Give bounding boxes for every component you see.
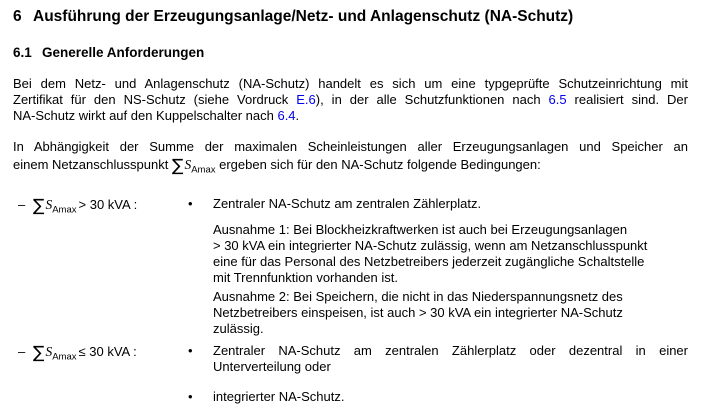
list-item bbox=[185, 196, 688, 212]
exception-note-1 bbox=[213, 222, 683, 286]
note-line: zulässig. bbox=[213, 320, 264, 336]
bullet-item-text bbox=[213, 343, 688, 375]
note-line: Ausnahme 2: Bei Speichern, die nicht in das Niederspannungsnetz des bbox=[213, 288, 623, 304]
bullet-text-line: Unterverteilung oder bbox=[213, 358, 331, 374]
condition-label bbox=[13, 343, 185, 367]
subsection-title: Generelle Anforderungen bbox=[42, 45, 205, 60]
note-line: Ausnahme 1: Bei Blockheizkraftwerken ist auch bei Erzeugungsanlagen bbox=[213, 221, 628, 237]
section-title: Ausführung der Erzeugungsanlage/Netz- und Anlagenschutz (NA-Schutz) bbox=[33, 8, 574, 25]
condition-relation: ≤ 30 kVA : bbox=[78, 343, 137, 359]
intro-line-1: Bei dem Netz- und Anlagenschutz (NA-Schutz) handelt es sich um eine typgeprüfte Schutzeinrichtung mit bbox=[13, 76, 688, 91]
bullet-marker: • bbox=[188, 195, 193, 211]
ref-link-e6[interactable]: E.6 bbox=[296, 92, 316, 107]
sum-formula bbox=[33, 343, 77, 367]
intro-text: ), in der alle Schutzfunktionen nach bbox=[315, 92, 549, 107]
formula-subscript: Amax bbox=[52, 204, 77, 216]
dependency-line-2 bbox=[13, 155, 688, 181]
sum-symbol: ∑ bbox=[33, 195, 45, 216]
condition-content bbox=[185, 196, 688, 337]
subsection-heading bbox=[13, 45, 688, 61]
intro-text: Zertifikat für den NS-Schutz (siehe Vordruck bbox=[13, 92, 297, 107]
dependency-line-1: In Abhängigkeit der Summe der maximalen Scheinleistungen aller Erzeugungsanlagen und Speicher an bbox=[13, 139, 688, 154]
sum-formula bbox=[171, 156, 216, 176]
dependency-text: einem Netzanschlusspunkt bbox=[13, 157, 172, 172]
note-line: Netzbetreibers einspeisen, ist auch > 30 kVA ein integrierter NA-Schutz bbox=[213, 304, 623, 320]
formula-subscript: Amax bbox=[191, 164, 216, 176]
bullet-item-text: integrierter NA-Schutz. bbox=[213, 388, 345, 404]
note-line: mit Trennfunktion vorhanden ist. bbox=[213, 269, 398, 285]
formula-variable: S bbox=[45, 343, 53, 359]
sum-formula bbox=[33, 196, 77, 220]
section-number: 6 bbox=[13, 8, 22, 25]
note-line: > 30 kVA ein integrierter NA-Schutz zulässig, wenn am Netzanschlusspunkt bbox=[213, 237, 648, 253]
paragraph-intro bbox=[13, 76, 688, 124]
bullet-marker: • bbox=[188, 342, 193, 358]
intro-text: . bbox=[295, 108, 300, 123]
exception-note-2 bbox=[213, 289, 683, 337]
formula-variable: S bbox=[184, 157, 192, 172]
ref-link-6-5[interactable]: 6.5 bbox=[548, 92, 567, 107]
subsection-number: 6.1 bbox=[13, 45, 32, 60]
intro-text: NA-Schutz wirkt auf den Kuppelschalter nach bbox=[13, 108, 278, 123]
intro-text: realisiert sind. Der bbox=[566, 92, 688, 107]
list-item bbox=[185, 389, 688, 405]
note-line: eine für das Personal des Netzbetreibers jederzeit zugängliche Schaltstelle bbox=[213, 253, 645, 269]
condition-row-le30 bbox=[13, 343, 688, 405]
sum-symbol: ∑ bbox=[171, 156, 184, 176]
condition-content bbox=[185, 343, 688, 405]
intro-line-2 bbox=[13, 92, 688, 108]
ref-link-6-4[interactable]: 6.4 bbox=[277, 108, 296, 123]
paragraph-dependency bbox=[13, 139, 688, 181]
condition-label bbox=[13, 196, 185, 220]
dependency-text: ergeben sich für den NA-Schutz folgende Bedingungen: bbox=[215, 157, 541, 172]
sum-symbol: ∑ bbox=[33, 342, 45, 363]
dash-marker: – bbox=[18, 343, 26, 359]
list-item bbox=[185, 343, 688, 375]
section-heading bbox=[13, 8, 688, 26]
condition-row-gt30 bbox=[13, 196, 688, 337]
bullet-text-line: Zentraler NA-Schutz am zentralen Zählerplatz oder dezentral in einer bbox=[213, 342, 688, 358]
formula-subscript: Amax bbox=[52, 351, 77, 363]
bullet-item-text: Zentraler NA-Schutz am zentralen Zählerplatz. bbox=[213, 195, 482, 211]
dash-marker: – bbox=[18, 196, 26, 212]
condition-relation: > 30 kVA : bbox=[78, 196, 138, 212]
formula-variable: S bbox=[45, 196, 53, 212]
bullet-marker: • bbox=[188, 388, 193, 404]
intro-line-3 bbox=[13, 108, 688, 124]
